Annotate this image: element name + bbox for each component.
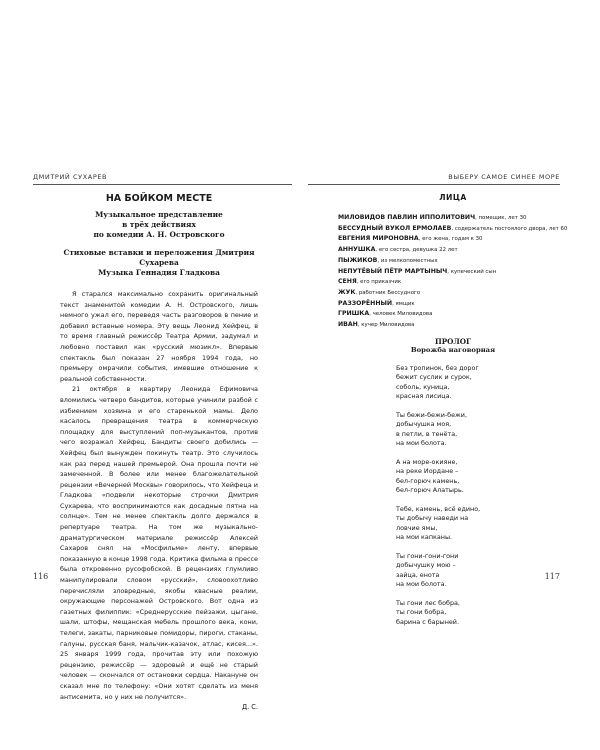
poem-line: Ты бежи-бежи-бежи, — [396, 410, 467, 419]
cast-name: ЖУК — [338, 288, 356, 296]
poem-line: Ты гони лес бобра, — [396, 598, 460, 607]
page-number-right: 117 — [544, 572, 560, 581]
preface-paragraph: 21 октября в квартиру Леонида Ефимовича вломились четверо бандитов, которые учинили разбой с избиением хозяина и его старенькой мамы. Дело касалось превращения театра в коммерческую площадку для выступлений поп-музыкантов, против чего возражал Хейфец. Бандиты своего добились — Хейфец был вынужден покинуть театр. Это случилось как раз перед нашей премьерой. Она прошла почти не замеченной. В более или менее благожелательной рецензии «Вечерней Москвы» говорилось, что Хейфеца и Гладкова «подвели некоторые строчки Дмитрия Сухарева, что воспринимаются как досадные пятна на солнце». Тем не менее спектакль долго держался в репертуаре театра. На том же музыкально-драматургическом материале режиссёр Алексей Сахаров снял на «Мосфильме» ленту, впервые показанную в конце 1998 года. Критика фильма в прессе была откровенно русофобской. В рецензиях глумливо манипулировали словом «русский», словоохотливо перечисляли зловредные, якобы квасные реалии, окружающие персонажей Островского. Вот одна из газетных филиппик: «Среднерусские пейзажи, цыгане, шали, штофы, мещанская мебель прошлого века, кони, телеги, закаты, парниковые помидоры, пироги, стаканы, галуны, русская баня, мальчик-казачок, атлас, кисея...». 25 января 1999 года, прочитав эту или похожую рецензию, режиссёр — здоровый и ещё не старый человек — скончался от остановки сердца. Накануне он сказал мне по телефону: «Они хотят сделать из меня антисемита, но у них не получится». — [60, 385, 258, 701]
poem-line: на реке Иордане – — [396, 467, 459, 476]
author-signature: Д. С. — [241, 703, 258, 712]
poem-line: бел-горюч Алатырь. — [396, 485, 464, 494]
prologue-poem — [396, 364, 568, 627]
cast-description: , купеческий сын — [447, 268, 497, 275]
poem-stanza — [396, 411, 568, 449]
poem-line: бел-горюч камень, — [396, 476, 460, 485]
cast-description: , его сестра, девушка 22 лет — [375, 247, 458, 254]
cast-description: , его приказчик — [356, 279, 402, 286]
cast-description: , работник Бессудного — [355, 289, 421, 296]
cast-description: , ямщик — [392, 300, 415, 307]
poem-line: на мои болота. — [396, 580, 447, 589]
poem-line: Без тропинок, без дорог — [396, 363, 479, 372]
cast-description: , помещик, лет 30 — [475, 215, 527, 221]
poem-stanza — [396, 458, 568, 496]
cast-name: СЕНЯ — [338, 278, 357, 286]
right-page — [300, 0, 600, 750]
cast-description: , содержатель постоялого двора, лет 60 — [451, 225, 568, 232]
cast-item — [338, 309, 568, 320]
header-rule-right — [308, 184, 560, 185]
left-page-content — [60, 193, 258, 711]
poem-line: добычушку мою – — [396, 561, 456, 570]
cast-description: , кучер Миловидова — [357, 322, 415, 329]
cast-name: МИЛОВИДОВ ПАВЛИН ИППОЛИТОВИЧ — [338, 214, 476, 221]
subtitle-line: в трёх действиях — [122, 220, 196, 229]
cast-item — [338, 267, 568, 278]
cast-item — [338, 320, 568, 331]
header-rule-left — [33, 184, 292, 185]
cast-description: , из мелкопоместных — [377, 257, 438, 264]
preface-paragraph: Я старался максимально сохранить оригинальный текст знаменитой комедии А. Н. Островского, лишь немного ужал его, переведя часть разговоров в пение и добавил вставные номера. Эту вещь Леонид Хейфец, в то время главный режиссёр Театра Армии, задумал и любовно поставил как «русский мюзикл». Впервые спектакль был показан 27 ноября 1994 года, но премьеру омрачили события, имевшие отношение к реальной собственности. — [60, 290, 258, 383]
cast-item — [338, 234, 568, 245]
cast-item — [338, 224, 568, 235]
poem-line: на мои капканы. — [396, 533, 453, 541]
poem-line: в петли, в тенёта, — [396, 429, 458, 438]
poem-line: ты добычу наведи на — [396, 514, 469, 523]
cast-name: БЕССУДНЫЙ ВУКОЛ ЕРМОЛАЕВ — [338, 224, 452, 232]
credits-line: Стиховые вставки и переложения Дмитрия Сухарева — [63, 248, 255, 267]
prologue-title: ПРОЛОГ — [434, 336, 472, 346]
cast-item — [338, 277, 568, 288]
cast-description: , человек Миловидова — [369, 311, 433, 318]
poem-line: ловчие ямы, — [396, 523, 438, 532]
cast-name: НЕПУТЁВЫЙ ПЁТР МАРТЫНЫЧ — [338, 267, 448, 275]
poem-line: Тебе, камень, всё едино, — [396, 504, 481, 513]
poem-line: бежит суслик и сурок, — [396, 373, 472, 382]
running-head-right: ВЫБЕРУ САМОЕ СИНЕЕ МОРЕ — [448, 173, 560, 181]
credits-line: Музыка Геннадия Гладкова — [98, 268, 220, 277]
cast-item — [338, 299, 568, 310]
poem-line: барина с барыней. — [396, 617, 459, 626]
poem-stanza — [396, 552, 568, 590]
preface-text — [60, 289, 258, 702]
poem-line: ты гони бобра, — [396, 608, 447, 617]
cast-item — [338, 213, 568, 224]
subtitle-line: Музыкальное представление — [95, 210, 223, 219]
poem-stanza — [396, 599, 568, 627]
cast-name: ПЫЖИКОВ — [338, 256, 378, 264]
poem-line: на мои болота. — [396, 438, 447, 447]
cast-name: ГРИШКА — [338, 310, 370, 318]
poem-stanza — [396, 505, 568, 543]
play-credits — [60, 248, 258, 278]
cast-name: РАЗЗОРЁННЫЙ — [338, 299, 393, 307]
play-title: НА БОЙКОМ МЕСТЕ — [105, 193, 213, 204]
poem-line: зайца, енота — [396, 570, 440, 579]
cast-name: ЕВГЕНИЯ МИРОНОВНА — [338, 235, 419, 243]
cast-item — [338, 245, 568, 256]
poem-line: А на море-окияне, — [396, 457, 458, 466]
subtitle-line: по комедии А. Н. Островского — [93, 230, 225, 239]
cast-name: ИВАН — [338, 321, 358, 329]
cast-item — [338, 256, 568, 267]
poem-line: добычушка моя, — [396, 420, 452, 429]
poem-stanza — [396, 364, 568, 402]
play-subtitle — [60, 210, 258, 240]
cast-list — [338, 213, 568, 331]
poem-line: красная лисица. — [396, 391, 452, 400]
prologue-subtitle: Ворожба наговорная — [410, 345, 496, 354]
running-head-left: ДМИТРИЙ СУХАРЕВ — [33, 173, 108, 181]
poem-line: соболь, куница, — [396, 382, 450, 391]
page-number-left: 116 — [33, 572, 49, 581]
cast-name: АННУШКА — [338, 246, 376, 254]
right-page-content — [338, 193, 568, 636]
cast-description: , его жена, годам к 30 — [418, 236, 483, 243]
poem-line: Ты гони-гони-гони — [396, 551, 459, 560]
cast-heading: ЛИЦА — [439, 193, 467, 202]
cast-item — [338, 288, 568, 299]
